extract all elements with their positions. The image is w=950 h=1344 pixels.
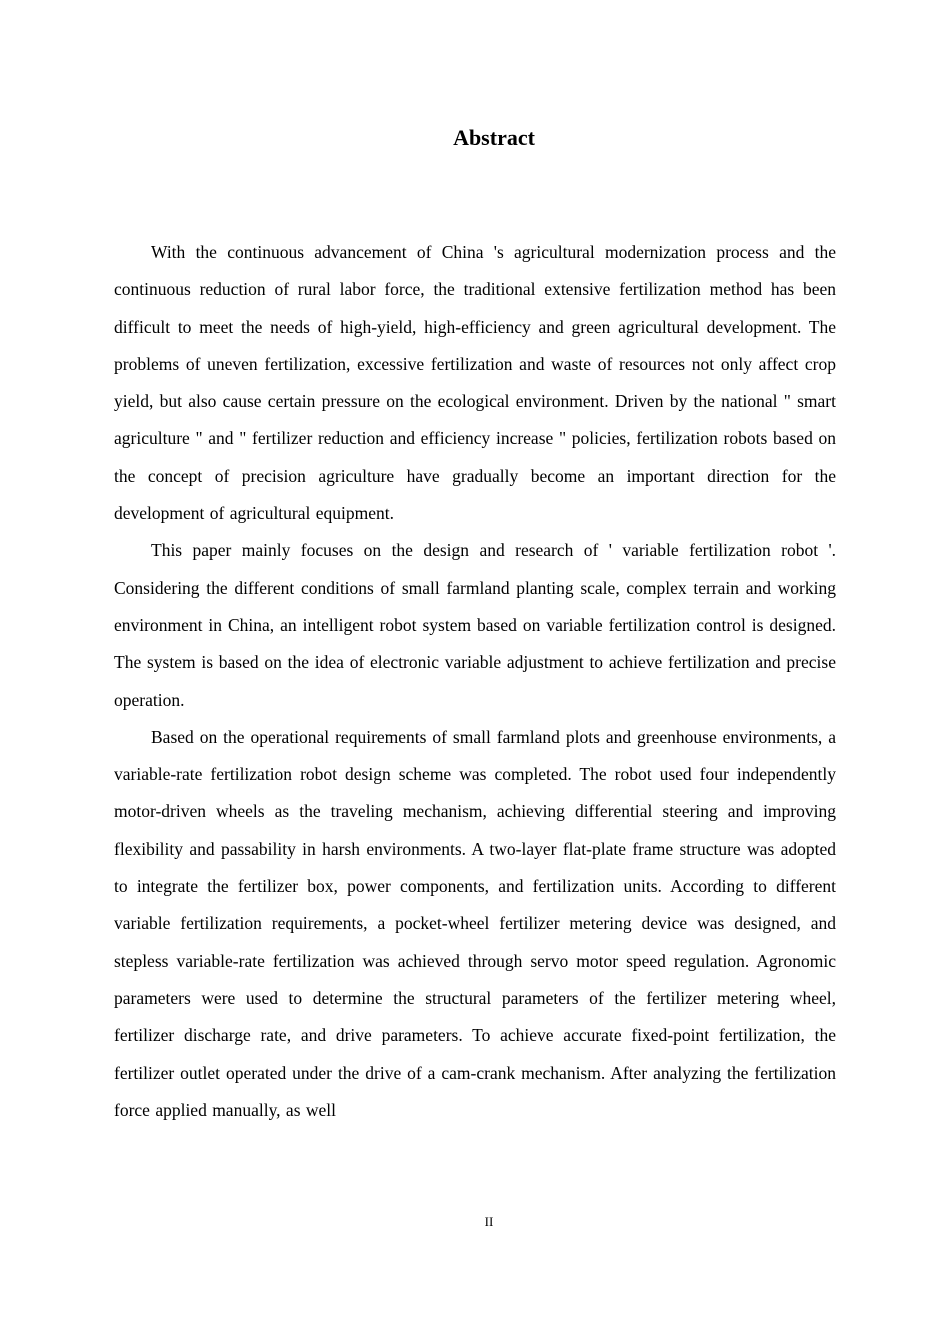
abstract-paragraph-1: With the continuous advancement of China 's agricultural modernization process and the continuous reduction of rural labor force, the traditional extensive fertilization method has been difficult to meet the needs of high-yield, high-efficiency and green agricultural development. The problems of uneven fertilization, excessive fertilization and waste of resources not only affect crop yield, but also cause certain pressure on the ecological environment. Driven by the national " smart agriculture " and " fertilizer reduction and efficiency increase " policies, fertilization robots based on the concept of precision agriculture have gradually become an important direction for the development of agricultural equipment. (114, 242, 836, 524)
abstract-paragraph-3: Based on the operational requirements of small farmland plots and greenhouse environments, a variable-rate fertilization robot design scheme was completed. The robot used four independently motor-driven wheels as the traveling mechanism, achieving differential steering and improving flexibility and passability in harsh environments. A two-layer flat-plate frame structure was adopted to integrate the fertilizer box, power components, and fertilization units. According to different variable fertilization requirements, a pocket-wheel fertilizer metering device was designed, and stepless variable-rate fertilization was achieved through servo motor speed regulation. Agronomic parameters were used to determine the structural parameters of the fertilizer metering wheel, fertilizer discharge rate, and drive parameters. To achieve accurate fixed-point fertilization, the fertilizer outlet operated under the drive of a cam-crank mechanism. After analyzing the fertilization force applied manually, as well (114, 726, 836, 1120)
abstract-title: Abstract (453, 125, 535, 150)
page-number: II (484, 1214, 494, 1229)
abstract-body (114, 234, 836, 1129)
abstract-paragraph-2: This paper mainly focuses on the design and research of ' variable fertilization robot '. Considering the different conditions of small farmland planting scale, complex terrain and working environment in China, an intelligent robot system based on variable fertilization control is designed. The system is based on the idea of electronic variable adjustment to achieve fertilization and precise operation. (114, 540, 836, 710)
